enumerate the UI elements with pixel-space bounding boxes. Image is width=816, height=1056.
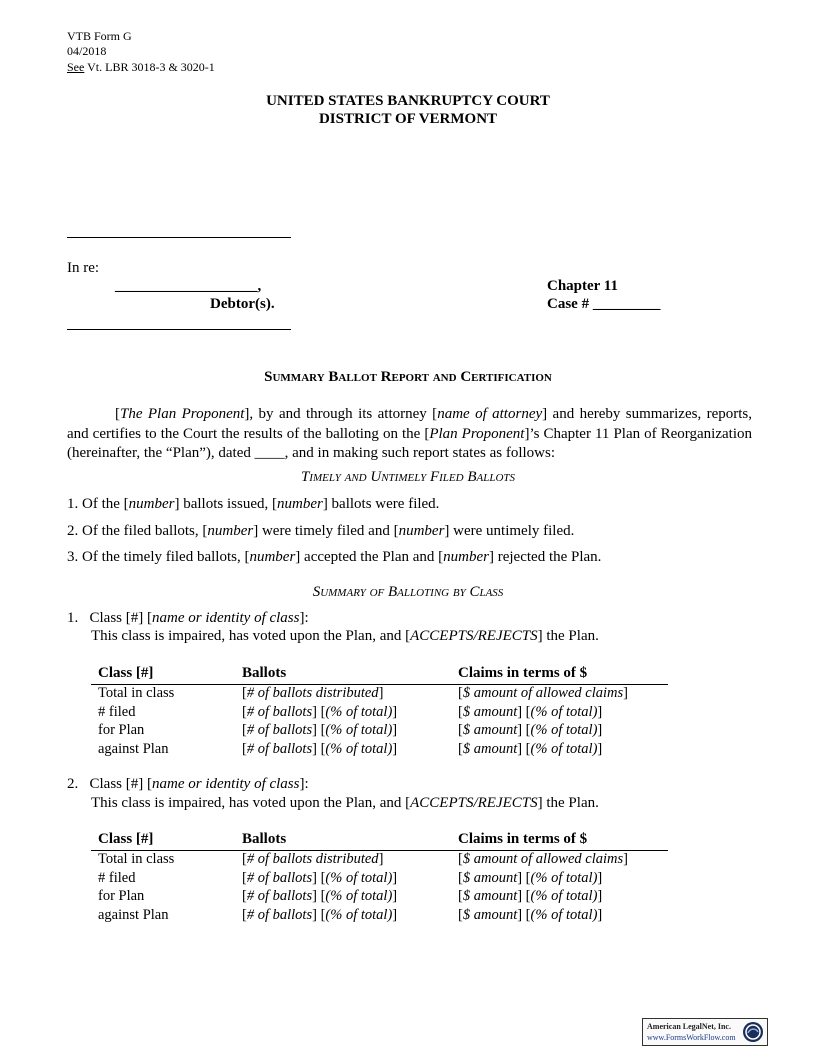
claims-pct-placeholder: % of total <box>535 703 593 720</box>
class-tail: ]: <box>299 776 309 792</box>
class-number: 1. <box>67 610 79 626</box>
ballots-pct-placeholder: % of total <box>330 906 388 923</box>
ballots-pct-placeholder: % of total <box>330 703 388 720</box>
item-placeholder: number <box>398 523 445 539</box>
claims-placeholder: $ amount <box>462 906 518 923</box>
class-2-table <box>91 831 668 925</box>
intro-placeholder-attorney: name of attorney <box>437 406 543 422</box>
class-name-placeholder: name or identity of class <box>152 610 300 626</box>
intro-placeholder-proponent-2: Plan Proponent <box>429 425 525 442</box>
item-number: 1. <box>67 496 79 512</box>
table-header-row <box>91 831 668 851</box>
section-heading-balloting-by-class: Summary of Balloting by Class <box>312 584 504 600</box>
form-id: VTB Form G <box>67 29 132 43</box>
row-label: against Plan <box>98 740 169 757</box>
ballots-placeholder: # of ballots <box>246 888 313 904</box>
item-placeholder: number <box>249 549 296 565</box>
intro-placeholder-proponent: The Plan Proponent <box>120 406 245 422</box>
row-label: for Plan <box>98 888 145 904</box>
class-2-description <box>91 795 599 812</box>
table-row: for Plan [# of ballots] [(% of total)] [$ amount] [(% of total)] <box>98 888 603 904</box>
claims-placeholder: $ amount of allowed claims <box>462 685 624 701</box>
ballots-pct-placeholder: % of total <box>330 869 388 886</box>
filed-item-2 <box>67 523 574 540</box>
claims-pct-placeholder: % of total <box>535 906 593 923</box>
debtor-name-blank: ___________________, <box>115 278 262 294</box>
class-2-heading <box>67 776 309 793</box>
court-name: UNITED STATES BANKRUPTCY COURT <box>266 93 550 109</box>
claims-placeholder: $ amount <box>462 740 518 757</box>
item-text: ] ballots issued, [ <box>174 496 277 512</box>
intro-text-3: ]’s Chapter 11 Plan of Reorganization (hereinafter, the “Plan”), dated ____, and in making such report states as follows: <box>67 425 753 461</box>
class-desc-text: ] the Plan. <box>537 628 599 644</box>
class-lead: Class [#] [ <box>89 610 152 626</box>
item-text: Of the [ <box>82 496 129 512</box>
claims-placeholder: $ amount of allowed claims <box>462 851 624 867</box>
item-text: Of the filed ballots, [ <box>82 523 208 539</box>
row-label: Total in class <box>98 685 175 701</box>
ballots-placeholder: # of ballots <box>246 703 313 720</box>
class-vote-placeholder: ACCEPTS/REJECTS <box>410 795 538 811</box>
claims-placeholder: $ amount <box>462 869 518 886</box>
intro-paragraph: [The Plan Proponent], by and through its attorney [name of attorney] and hereby summarizes, reports, and certifies to the Court the results of the balloting on the [Plan Proponent]’s Chapter 11 Plan of Reorganization (hereinafter, the “Plan”), dated ____, and in making such report states as follows: <box>67 406 753 461</box>
item-placeholder: number <box>276 496 323 512</box>
class-1-heading <box>67 610 309 627</box>
class-1-table <box>91 665 668 759</box>
row-label: # filed <box>98 703 136 720</box>
header-claims: Claims in terms of $ <box>458 665 588 681</box>
ballots-placeholder: # of ballots <box>246 740 313 757</box>
class-desc-text: This class is impaired, has voted upon the Plan, and [ <box>91 795 411 811</box>
table-row: Total in class [# of ballots distributed] [$ amount of allowed claims] <box>98 685 628 701</box>
document-title: Summary Ballot Report and Certification <box>264 369 552 385</box>
item-text: ] were timely filed and [ <box>253 523 399 539</box>
table-row: Total in class [# of ballots distributed] [$ amount of allowed claims] <box>98 851 628 867</box>
section-heading-filed-ballots: Timely and Untimely Filed Ballots <box>300 469 516 485</box>
header-ballots: Ballots <box>242 831 287 847</box>
table-header-row <box>91 665 668 685</box>
claims-pct-placeholder: % of total <box>535 888 593 904</box>
item-placeholder: number <box>128 496 175 512</box>
ballots-placeholder: # of ballots distributed <box>246 851 379 867</box>
rule-reference <box>67 60 215 74</box>
header-class: Class [#] <box>98 831 154 847</box>
class-tail: ]: <box>299 610 309 626</box>
class-desc-text: ] the Plan. <box>537 795 599 811</box>
ballots-placeholder: # of ballots distributed <box>246 685 379 701</box>
ballots-placeholder: # of ballots <box>246 869 313 886</box>
ballots-pct-placeholder: % of total <box>330 888 388 904</box>
claims-placeholder: $ amount <box>462 722 518 738</box>
header-ballots: Ballots <box>242 665 287 681</box>
item-text: ] rejected the Plan. <box>488 549 602 565</box>
logo-seal-icon <box>742 1021 764 1043</box>
filed-item-1 <box>67 496 439 513</box>
table-row: against Plan [# of ballots] [(% of total)] [$ amount] [(% of total)] <box>98 740 603 757</box>
caption-top-rule <box>67 237 291 238</box>
ballots-placeholder: # of ballots <box>246 906 313 923</box>
filed-item-3 <box>67 549 601 566</box>
intro-text-1: ], by and through its attorney [ <box>244 406 438 422</box>
item-placeholder: number <box>207 523 254 539</box>
table-row: # filed [# of ballots] [(% of total)] [$ amount] [(% of total)] <box>98 869 603 886</box>
intro-text-2: ] and hereby summarizes, reports, and certifies to the Court the results of the balloting on the [ <box>67 406 752 442</box>
header-claims: Claims in terms of $ <box>458 831 588 847</box>
class-lead: Class [#] [ <box>89 776 152 792</box>
item-text: ] ballots were filed. <box>322 496 440 512</box>
logo-company-name: American LegalNet, Inc. <box>647 1022 731 1031</box>
table-row: # filed [# of ballots] [(% of total)] [$ amount] [(% of total)] <box>98 703 603 720</box>
court-district: DISTRICT OF VERMONT <box>318 111 498 127</box>
in-re-label: In re: <box>67 260 100 276</box>
chapter-label: Chapter 11 <box>547 278 618 294</box>
rule-citation: Vt. LBR 3018-3 & 3020-1 <box>84 60 215 74</box>
item-placeholder: number <box>443 549 489 565</box>
class-1-description <box>91 628 599 645</box>
row-label: # filed <box>98 869 136 886</box>
row-label: for Plan <box>98 722 145 738</box>
form-date: 04/2018 <box>67 44 107 58</box>
caption-bottom-rule <box>67 329 291 330</box>
header-class: Class [#] <box>98 665 154 681</box>
logo-website: www.FormsWorkFlow.com <box>647 1033 736 1042</box>
claims-pct-placeholder: % of total <box>535 722 593 738</box>
debtor-label: Debtor(s). <box>210 296 275 312</box>
ballots-pct-placeholder: % of total <box>330 740 388 757</box>
item-text: Of the timely filed ballots, [ <box>82 549 250 565</box>
row-label: against Plan <box>98 906 169 923</box>
item-text: ] were untimely filed. <box>444 523 575 539</box>
item-number: 2. <box>67 523 79 539</box>
see-signal: See <box>67 60 85 74</box>
case-number: Case # _________ <box>547 296 661 312</box>
claims-pct-placeholder: % of total <box>535 740 593 757</box>
item-text: ] accepted the Plan and [ <box>295 549 444 565</box>
item-number: 3. <box>67 549 79 565</box>
ballots-pct-placeholder: % of total <box>330 722 388 738</box>
ballots-placeholder: # of ballots <box>246 722 313 738</box>
claims-placeholder: $ amount <box>462 888 518 904</box>
class-number: 2. <box>67 776 79 792</box>
table-row: against Plan [# of ballots] [(% of total)] [$ amount] [(% of total)] <box>98 906 603 923</box>
american-legalnet-logo[interactable] <box>642 1018 768 1046</box>
table-row: for Plan [# of ballots] [(% of total)] [$ amount] [(% of total)] <box>98 722 603 738</box>
class-vote-placeholder: ACCEPTS/REJECTS <box>410 628 538 644</box>
claims-pct-placeholder: % of total <box>535 869 593 886</box>
claims-placeholder: $ amount <box>462 703 518 720</box>
class-desc-text: This class is impaired, has voted upon the Plan, and [ <box>91 628 411 644</box>
class-name-placeholder: name or identity of class <box>152 776 300 792</box>
row-label: Total in class <box>98 851 175 867</box>
